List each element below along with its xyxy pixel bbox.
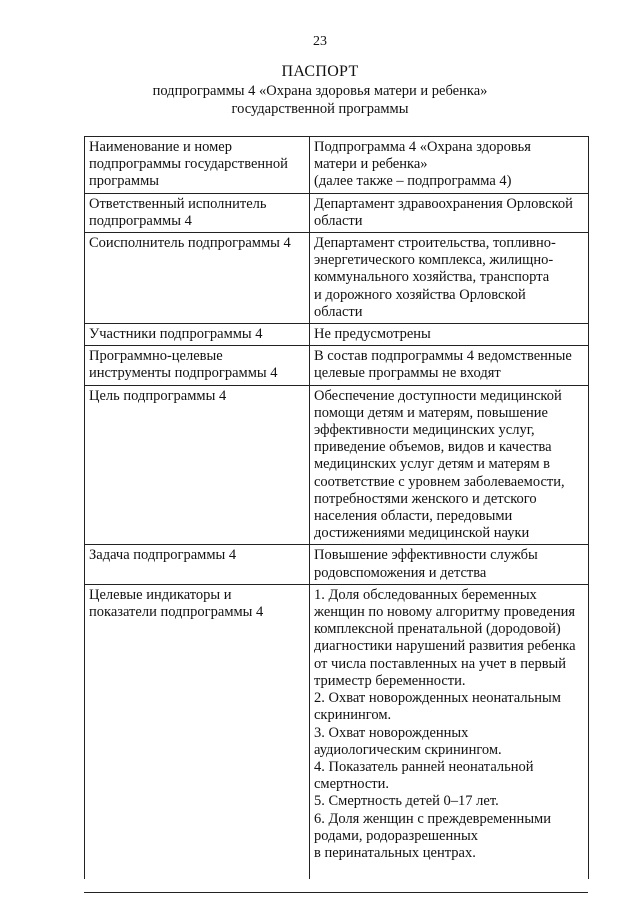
row-label-cell — [85, 137, 310, 194]
subtitle-line-2: государственной программы — [231, 101, 409, 117]
row-value-line: Департамент здравоохранения Орловской — [314, 195, 573, 212]
row-label-line: Наименование и номер — [89, 139, 232, 155]
row-value-line: Обеспечение доступности медицинской — [314, 387, 562, 404]
row-value-line: матери и ребенка» — [314, 156, 428, 173]
document-title: ПАСПОРТ — [281, 63, 359, 80]
row-value-line: триместр беременности. — [314, 672, 466, 689]
row-value-line: родовспоможения и детства — [314, 564, 487, 581]
row-value-line: (далее также – подпрограмма 4) — [314, 173, 512, 190]
row-value-cell — [310, 346, 589, 385]
row-value-line: смертности. — [314, 776, 389, 793]
row-value-line: приведение объемов, видов и качества — [314, 439, 552, 456]
table-row — [85, 324, 589, 346]
table-row — [85, 584, 589, 879]
row-value-cell — [310, 545, 589, 584]
row-label-cell — [85, 584, 310, 879]
row-label-line: подпрограммы 4 — [89, 212, 192, 229]
row-label-line: программы — [89, 173, 159, 190]
row-value-line: диагностики нарушений развития ребенка — [314, 638, 576, 655]
row-value-cell — [310, 324, 589, 346]
row-value-line: Подпрограмма 4 «Охрана здоровья — [314, 139, 531, 155]
row-label-line: подпрограммы государственной — [89, 156, 288, 173]
row-value-line: Не предусмотрены — [314, 326, 431, 343]
row-value-cell — [310, 584, 589, 879]
row-label-cell — [85, 193, 310, 232]
row-label-cell — [85, 545, 310, 584]
row-label-line: Задача подпрограммы 4 — [89, 547, 237, 564]
row-label-cell — [85, 385, 310, 545]
row-label-line: инструменты подпрограммы 4 — [89, 365, 278, 382]
row-value-line: Повышение эффективности службы — [314, 547, 538, 564]
row-label-line: Соисполнитель подпрограммы 4 — [89, 235, 291, 252]
row-value-line: в перинатальных центрах. — [314, 844, 476, 861]
row-label-cell — [85, 233, 310, 324]
row-value-line: 4. Показатель ранней неонатальной — [314, 758, 534, 775]
row-value-line: 5. Смертность детей 0–17 лет. — [314, 793, 499, 810]
passport-table — [84, 136, 589, 879]
row-label-cell — [85, 324, 310, 346]
table-row — [85, 193, 589, 232]
row-value-line: области — [314, 303, 363, 320]
row-value-line: целевые программы не входят — [314, 365, 501, 382]
row-value-line: женщин по новому алгоритму проведения — [314, 604, 576, 621]
row-value-line: 3. Охват новорожденных — [314, 724, 469, 741]
row-label-line: Целевые индикаторы и — [89, 586, 232, 603]
row-value-line: области — [314, 212, 363, 229]
table-row — [85, 137, 589, 194]
table-bottom-border — [84, 892, 588, 893]
row-value-line: 1. Доля обследованных беременных — [314, 586, 537, 603]
row-value-line: коммунального хозяйства, транспорта — [314, 269, 550, 286]
row-value-line: скринингом. — [314, 707, 392, 724]
row-value-line: аудиологическим скринингом. — [314, 741, 502, 758]
row-label-line: Участники подпрограммы 4 — [89, 326, 263, 343]
row-value-line: родами, родоразрешенных — [314, 827, 479, 844]
row-label-line: показатели подпрограммы 4 — [89, 604, 264, 621]
row-value-cell — [310, 233, 589, 324]
page-number: 23 — [313, 34, 327, 49]
row-value-line: от числа поставленных на учет в первый — [314, 655, 567, 672]
row-value-line: достижениями медицинской науки — [314, 525, 530, 542]
row-value-line: 2. Охват новорожденных неонатальным — [314, 690, 561, 707]
row-value-cell — [310, 137, 589, 194]
row-value-cell — [310, 193, 589, 232]
row-value-line: соответствие с уровнем заболеваемости, — [314, 473, 565, 490]
table-row — [85, 385, 589, 545]
row-value-cell — [310, 385, 589, 545]
row-value-line: В состав подпрограммы 4 ведомственные — [314, 348, 572, 365]
table-row — [85, 545, 589, 584]
row-value-line: Департамент строительства, топливно- — [314, 235, 556, 252]
document-heading — [0, 62, 640, 118]
row-label-line: Ответственный исполнитель — [89, 195, 267, 212]
row-label-line: Цель подпрограммы 4 — [89, 387, 227, 404]
row-value-line: 6. Доля женщин с преждевременными — [314, 810, 551, 827]
row-value-line: помощи детям и матерям, повышение — [314, 404, 548, 421]
table-row — [85, 233, 589, 324]
row-value-line: потребностями женского и детского — [314, 490, 537, 507]
row-value-line: населения области, передовыми — [314, 508, 513, 525]
row-value-line: эффективности медицинских услуг, — [314, 422, 535, 439]
row-value-line: и дорожного хозяйства Орловской — [314, 286, 526, 303]
row-value-line: энергетического комплекса, жилищно- — [314, 252, 554, 269]
row-label-cell — [85, 346, 310, 385]
table-row — [85, 346, 589, 385]
row-value-line: медицинских услуг детям и матерям в — [314, 456, 550, 473]
row-value-line: комплексной пренатальной (дородовой) — [314, 621, 561, 638]
subtitle-line-1: подпрограммы 4 «Охрана здоровья матери и ребенка» — [152, 83, 488, 99]
row-label-line: Программно-целевые — [89, 348, 223, 365]
